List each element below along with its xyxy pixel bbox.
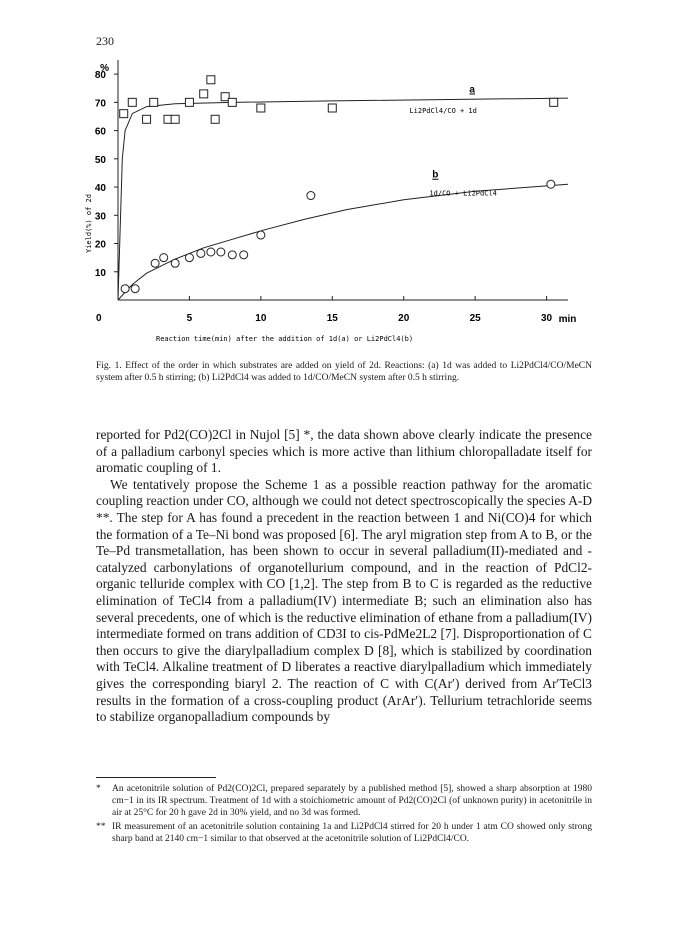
- data-point-a: [120, 110, 128, 118]
- data-point-a: [185, 98, 193, 106]
- data-point-b: [121, 285, 129, 293]
- data-point-b: [197, 249, 205, 257]
- series-b-letter: b: [432, 169, 439, 181]
- data-point-b: [307, 192, 315, 200]
- footnote-2: [96, 821, 592, 845]
- y-tick-label: 30: [94, 211, 106, 223]
- data-point-a: [128, 98, 136, 106]
- data-point-b: [217, 248, 225, 256]
- data-point-a: [171, 115, 179, 123]
- chart-curves: [118, 98, 568, 300]
- data-point-b: [257, 231, 265, 239]
- footnote-1: [96, 783, 592, 820]
- y-tick-label: 50: [94, 154, 106, 166]
- series-b-label: 1d/CO + Li2PdCl4: [429, 189, 497, 198]
- paragraph-2: We tentatively propose the Scheme 1 as a possible reaction pathway for the aromatic coupling reaction under CO, although we could not detect spectroscopically the species A-D **. The step for A has found a precedent in the reaction between 1 and Ni(CO)4 for which the formation of a Te–Ni bond was proposed [6]. The aryl migration step from A to B, or the Te–Pd transmetallation, has been shown to occur in several palladium(II)-mediated and -catalyzed carbonylations of organotellurium compound, and in the reaction of PdCl2-organic telluride complex with CO [1,2]. The step from B to C is regarded as the reductive elimination of TeCl4 from a palladium(IV) intermediate B; such an elimination also has several precedents, one of which is the reductive elimination of ethane from a palladium(IV) intermediate formed on trans addition of CD3I to cis-PdMe2L2 [7]. Disproportionation of C then occurs to give the diarylpalladium complex D [8], which is stabilized by coordination with TeCl4. Alkaline treatment of D liberates a reactive diarylpalladium which immediately gives the corresponding biaryl 2. The reaction of C with C(Ar′) derived from Ar′TeCl3 results in the formation of a cross-coupling product (ArAr′). Tellurium tetrachloride seems to stabilize organopalladium compounds by: [96, 476, 593, 725]
- data-point-a: [257, 104, 265, 112]
- x-tick-label: 25: [469, 313, 481, 324]
- footnote-text: An acetonitrile solution of Pd2(CO)2Cl, prepared separately by a published method [5], showed a sharp absorption at 1980 cm−1 in its IR spectrum. Treatment of 1d with a stoichiometric amount of Pd2(CO)2Cl (of unknown purity) in acetonitrile in air at 25°C for 20 h gave 2d in 30% yield, and no 3d was formed.: [112, 784, 592, 819]
- series-a-letter: a: [469, 84, 475, 96]
- y-tick-label: 70: [94, 98, 106, 110]
- y-tick-label: 40: [94, 183, 106, 195]
- data-point-b: [131, 285, 139, 293]
- y-axis-label: Yield(%) of 2d: [85, 194, 93, 254]
- yield-chart: [0, 0, 680, 356]
- y-tick-label: 80: [94, 70, 106, 82]
- x-unit-label: min: [558, 314, 577, 325]
- footnote-rule: [96, 777, 216, 778]
- data-point-b: [160, 254, 168, 262]
- data-point-a: [143, 115, 151, 123]
- y-tick-label: 20: [94, 239, 106, 251]
- y-tick-label: 10: [94, 267, 106, 279]
- x-tick-label: 15: [326, 313, 338, 324]
- footnotes: [96, 783, 592, 846]
- chart-points: [120, 76, 558, 293]
- footnote-mark: **: [96, 821, 106, 832]
- data-point-a: [328, 104, 336, 112]
- curve-b: [118, 184, 568, 300]
- x-tick-label: 0: [96, 313, 102, 324]
- x-tick-label: 10: [255, 313, 267, 324]
- data-point-b: [171, 259, 179, 267]
- x-tick-label: 5: [186, 313, 193, 324]
- footnote-mark: *: [96, 784, 101, 794]
- y-tick-label: 60: [94, 126, 106, 138]
- data-point-b: [240, 251, 248, 259]
- figure-caption: Fig. 1. Effect of the order in which substrates are added on yield of 2d. Reactions: (a) 1d was added to Li2PdCl4/CO/MeCN system after 0.5 h stirring; (b) Li2PdCl4 was added to 1d/CO/MeCN system after 0.5 h stirring.: [96, 361, 592, 383]
- data-point-a: [207, 76, 215, 84]
- data-point-b: [151, 259, 159, 267]
- data-point-a: [200, 90, 208, 98]
- series-a-label: Li2PdCl4/CO + 1d: [409, 106, 477, 115]
- y-unit-label: %: [100, 63, 109, 74]
- chart-axes: [114, 60, 568, 300]
- x-tick-label: 20: [398, 313, 410, 324]
- x-axis-label: Reaction time(min) after the addition of 1d(a) or Li2PdCl4(b): [156, 335, 414, 343]
- footnote-text: IR measurement of an acetonitrile solution containing 1a and Li2PdCl4 stirred for 20 h under 1 atm CO showed only strong sharp band at 2140 cm−1 similar to that observed at the acetonitrile solution of Li2PdCl4/CO.: [112, 821, 592, 844]
- data-point-a: [150, 98, 158, 106]
- data-point-b: [207, 248, 215, 256]
- page-number: 230: [96, 34, 114, 48]
- data-point-a: [211, 115, 219, 123]
- data-point-a: [228, 98, 236, 106]
- curve-a: [118, 98, 568, 300]
- data-point-a: [550, 98, 558, 106]
- data-point-b: [228, 251, 236, 259]
- body-text: [96, 427, 592, 726]
- data-point-b: [185, 254, 193, 262]
- paragraph-1: reported for Pd2(CO)2Cl in Nujol [5] *, the data shown above clearly indicate the presence of a palladium carbonyl species which is more active than lithium chloropalladate itself for aromatic coupling of 1.: [96, 427, 592, 476]
- data-point-b: [547, 180, 555, 188]
- x-tick-label: 30: [541, 313, 553, 324]
